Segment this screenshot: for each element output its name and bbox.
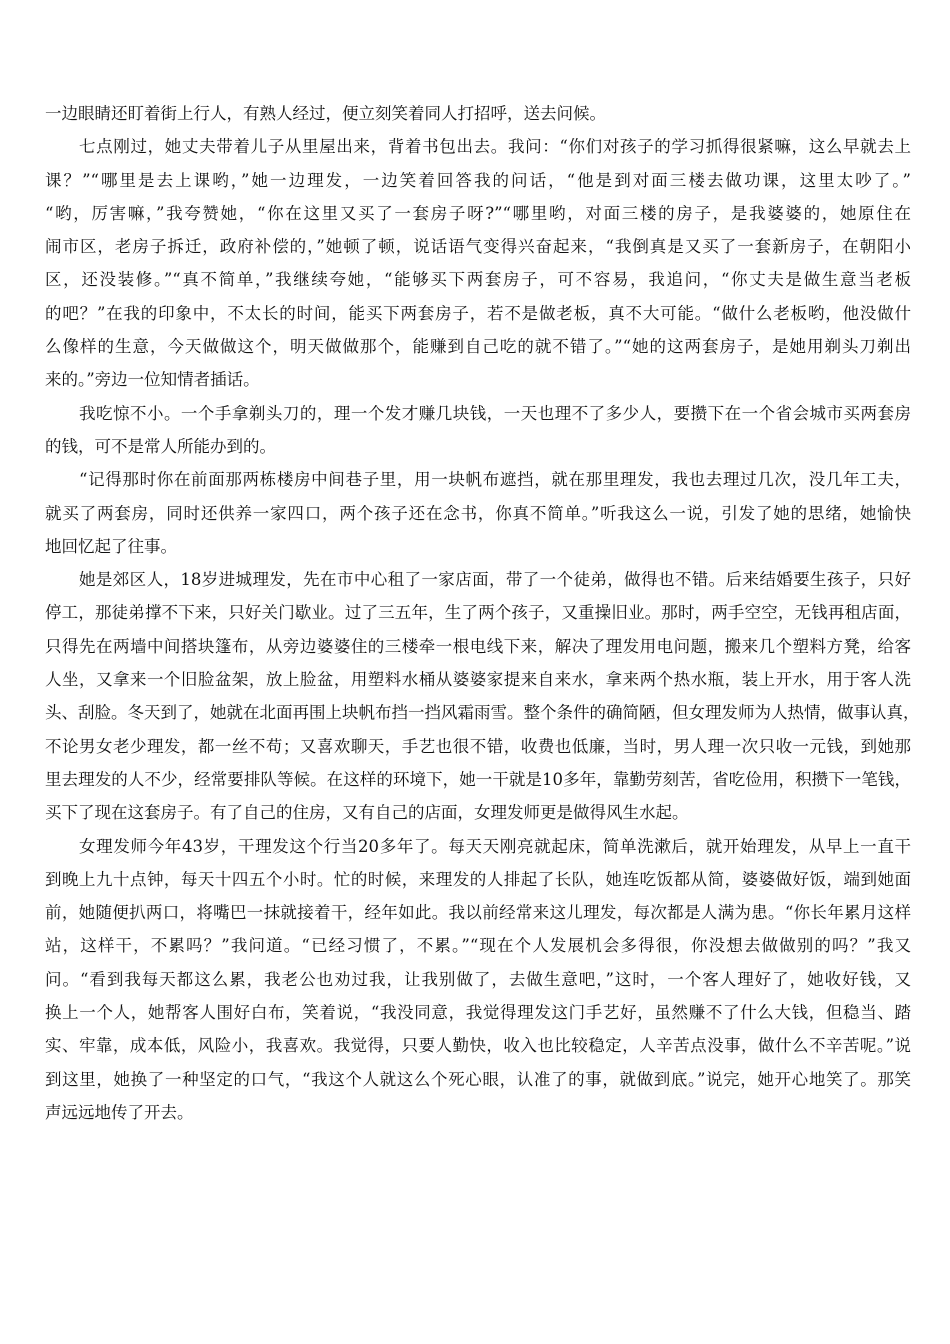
- text-line: 我吃惊不小。一个手拿剃头刀的，理一个发才赚几块钱，一天也理不了多少人，要攒下在一个省会城市买两套房: [79, 403, 911, 423]
- text-line: 的钱，可不是常人所能办到的。: [45, 436, 276, 456]
- text-line: 头、刮脸。冬天到了，她就在北面再围上块帆布挡一挡风霜雨雪。整个条件的确简陋，但女理发师为人热情，做事认真，: [45, 703, 920, 723]
- text-line: 前，她随便扒两口，将嘴巴一抹就接着干，经年如此。我以前经常来这儿理发，每次都是人满为患。“你长年累月这样: [45, 903, 911, 923]
- text-line: 里去理发的人不少，经常要排队等候。在这样的环境下，她一干就是10多年，靠勤劳刻苦，省吃俭用，积攒下一笔钱，: [45, 769, 911, 789]
- text-line: 实、牢靠，成本低，风险小，我喜欢。我觉得，只要人勤快，收入也比较稳定，人辛苦点没事，做什么不辛苦呢。”说: [45, 1036, 911, 1056]
- text-line: 停工，那徒弟撑不下来，只好关门歇业。过了三五年，生了两个孩子，又重操旧业。那时，两手空空，无钱再租店面，: [45, 603, 911, 623]
- text-line: 站，这样干，不累吗？”我问道。“已经习惯了，不累。”“现在个人发展机会多得很，你没想去做做别的吗？”我又: [45, 936, 911, 956]
- paragraph: [45, 130, 911, 396]
- text-line: 就买了两套房，同时还供养一家四口，两个孩子还在念书，你真不简单。”听我这么一说，引发了她的思绪，她愉快: [45, 503, 911, 523]
- paragraph: [45, 463, 911, 563]
- document-body: [45, 97, 920, 1129]
- text-line: 买下了现在这套房子。有了自己的住房，又有自己的店面，女理发师更是做得风生水起。: [45, 803, 689, 823]
- text-line: 课？”“哪里是去上课哟，”她一边理发，一边笑着回答我的问话，“他是到对面三楼去做功课，这里太吵了。”: [45, 170, 911, 190]
- paragraph: [45, 97, 911, 130]
- text-line: 不论男女老少理发，都一丝不苟；又喜欢聊天，手艺也很不错，收费也低廉，当时，男人理一次只收一元钱，到她那: [45, 736, 911, 756]
- text-line: 只得先在两墙中间搭块篷布，从旁边婆婆住的三楼牵一根电线下来，解决了理发用电问题，搬来几个塑料方凳，给客: [45, 636, 911, 656]
- text-line: 到这里，她换了一种坚定的口气，“我这个人就这么个死心眼，认准了的事，就做到底。”说完，她开心地笑了。那笑: [45, 1069, 911, 1089]
- text-line: 地回忆起了往事。: [45, 536, 177, 556]
- text-line: 人坐，又拿来一个旧脸盆架，放上脸盆，用塑料水桶从婆婆家提来自来水，拿来两个热水瓶，装上开水，用于客人洗: [45, 670, 911, 690]
- text-line: 女理发师今年43岁，干理发这个行当20多年了。每天天刚亮就起床，简单洗漱后，就开始理发，从早上一直干: [79, 836, 911, 856]
- text-line: 么像样的生意，今天做做这个，明天做做那个，能赚到自己吃的就不错了。”“她的这两套房子，是她用剃头刀剃出: [45, 337, 911, 357]
- text-line: 闹市区，老房子拆迁，政府补偿的，”她顿了顿，说话语气变得兴奋起来，“我倒真是又买了一套新房子，在朝阳小: [45, 237, 911, 257]
- paragraph: [45, 830, 911, 1130]
- text-line: 一边眼睛还盯着街上行人，有熟人经过，便立刻笑着同人打招呼，送去问候。: [45, 104, 606, 123]
- paragraph: [45, 563, 920, 829]
- text-line: “记得那时你在前面那两栋楼房中间巷子里，用一块帆布遮挡，就在那里理发，我也去理过几次，没几年工夫，: [79, 470, 911, 490]
- paragraph: [45, 397, 911, 464]
- text-line: 七点刚过，她丈夫带着儿子从里屋出来，背着书包出去。我问：“你们对孩子的学习抓得很紧嘛，这么早就去上: [79, 137, 911, 157]
- text-line: 声远远地传了开去。: [45, 1102, 194, 1122]
- text-line: 换上一个人，她帮客人围好白布，笑着说，“我没同意，我觉得理发这门手艺好，虽然赚不了什么大钱，但稳当、踏: [45, 1003, 911, 1023]
- text-line: “哟，厉害嘛，”我夸赞她，“你在这里又买了一套房子呀?”“哪里哟，对面三楼的房子，是我婆婆的，她原住在: [45, 203, 911, 223]
- text-line: 她是郊区人，18岁进城理发，先在市中心租了一家店面，带了一个徒弟，做得也不错。后来结婚要生孩子，只好: [79, 570, 911, 590]
- text-line: 的吧？”在我的印象中，不太长的时间，能买下两套房子，若不是做老板，真不大可能。“做什么老板哟，他没做什: [45, 303, 911, 323]
- text-line: 到晚上九十点钟，每天十四五个小时。忙的时候，来理发的人排起了长队，她连吃饭都从简，婆婆做好饭，端到她面: [45, 869, 911, 889]
- text-line: 问。“看到我每天都这么累，我老公也劝过我，让我别做了，去做生意吧，”这时，一个客人理好了，她收好钱，又: [45, 969, 911, 989]
- text-line: 来的。”旁边一位知情者插话。: [45, 370, 260, 390]
- text-line: 区，还没装修。”“真不简单，”我继续夸她，“能够买下两套房子，可不容易，我追问，“你丈夫是做生意当老板: [45, 270, 911, 290]
